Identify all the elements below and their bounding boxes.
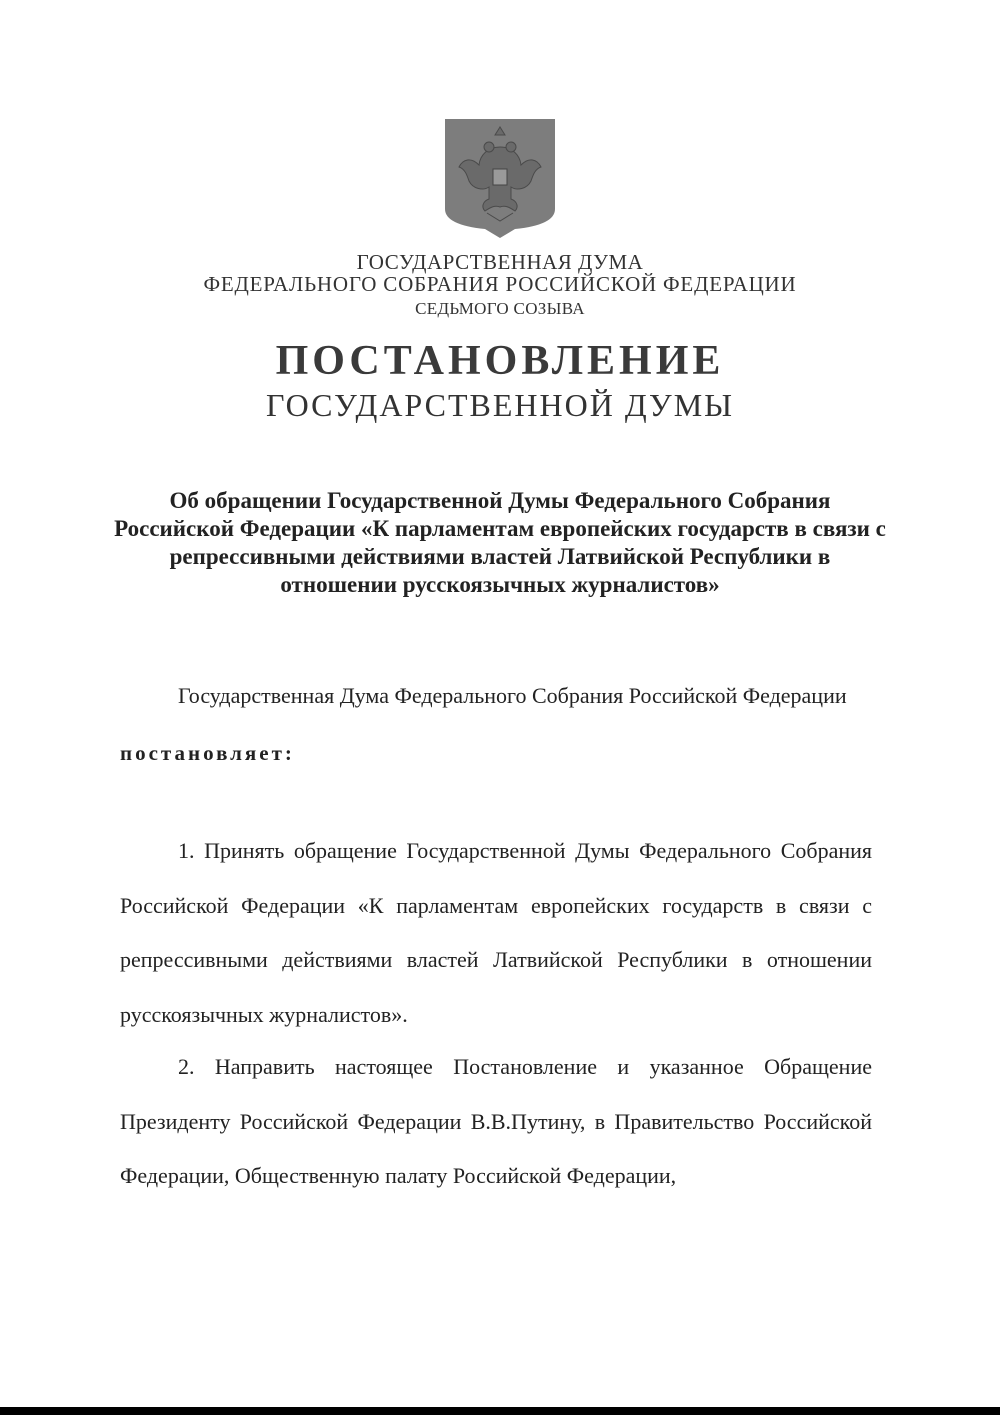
intro-paragraph: Государственная Дума Федерального Собрания Российской Федерации xyxy=(178,683,847,708)
coat-of-arms-emblem-icon xyxy=(443,117,557,239)
document-issuer: ГОСУДАРСТВЕННОЙ ДУМЫ xyxy=(265,387,735,423)
organization-line-2: ФЕДЕРАЛЬНОГО СОБРАНИЯ РОССИЙСКОЙ ФЕДЕРАЦИИ xyxy=(203,272,797,296)
resolution-item-2: 2. Направить настоящее Постановление и указанное Обращение Президенту Российской Федерации В.В.Путину, в Правительство Российской Федерации, Общественную палату Российской Федерации, xyxy=(120,1054,872,1188)
document-type-title: ПОСТАНОВЛЕНИЕ xyxy=(275,338,725,384)
document-subject: Об обращении Государственной Думы Федерального Собрания Российской Федерации «К парламентам европейских государств в связи с репрессивными действиями властей Латвийской Республики в отношении русскоязычных журналистов» xyxy=(114,488,886,597)
convocation-line: СЕДЬМОГО СОЗЫВА xyxy=(415,299,585,318)
scan-bottom-edge xyxy=(0,1407,1000,1415)
resolution-item-1: 1. Принять обращение Государственной Думы Федерального Собрания Российской Федерации «К парламентам европейских государств в связи с репрессивными действиями властей Латвийской Республики в отношении русскоязычных журналистов». xyxy=(120,838,872,1027)
organization-line-1: ГОСУДАРСТВЕННАЯ ДУМА xyxy=(356,250,644,274)
decree-word: постановляет: xyxy=(120,741,295,765)
